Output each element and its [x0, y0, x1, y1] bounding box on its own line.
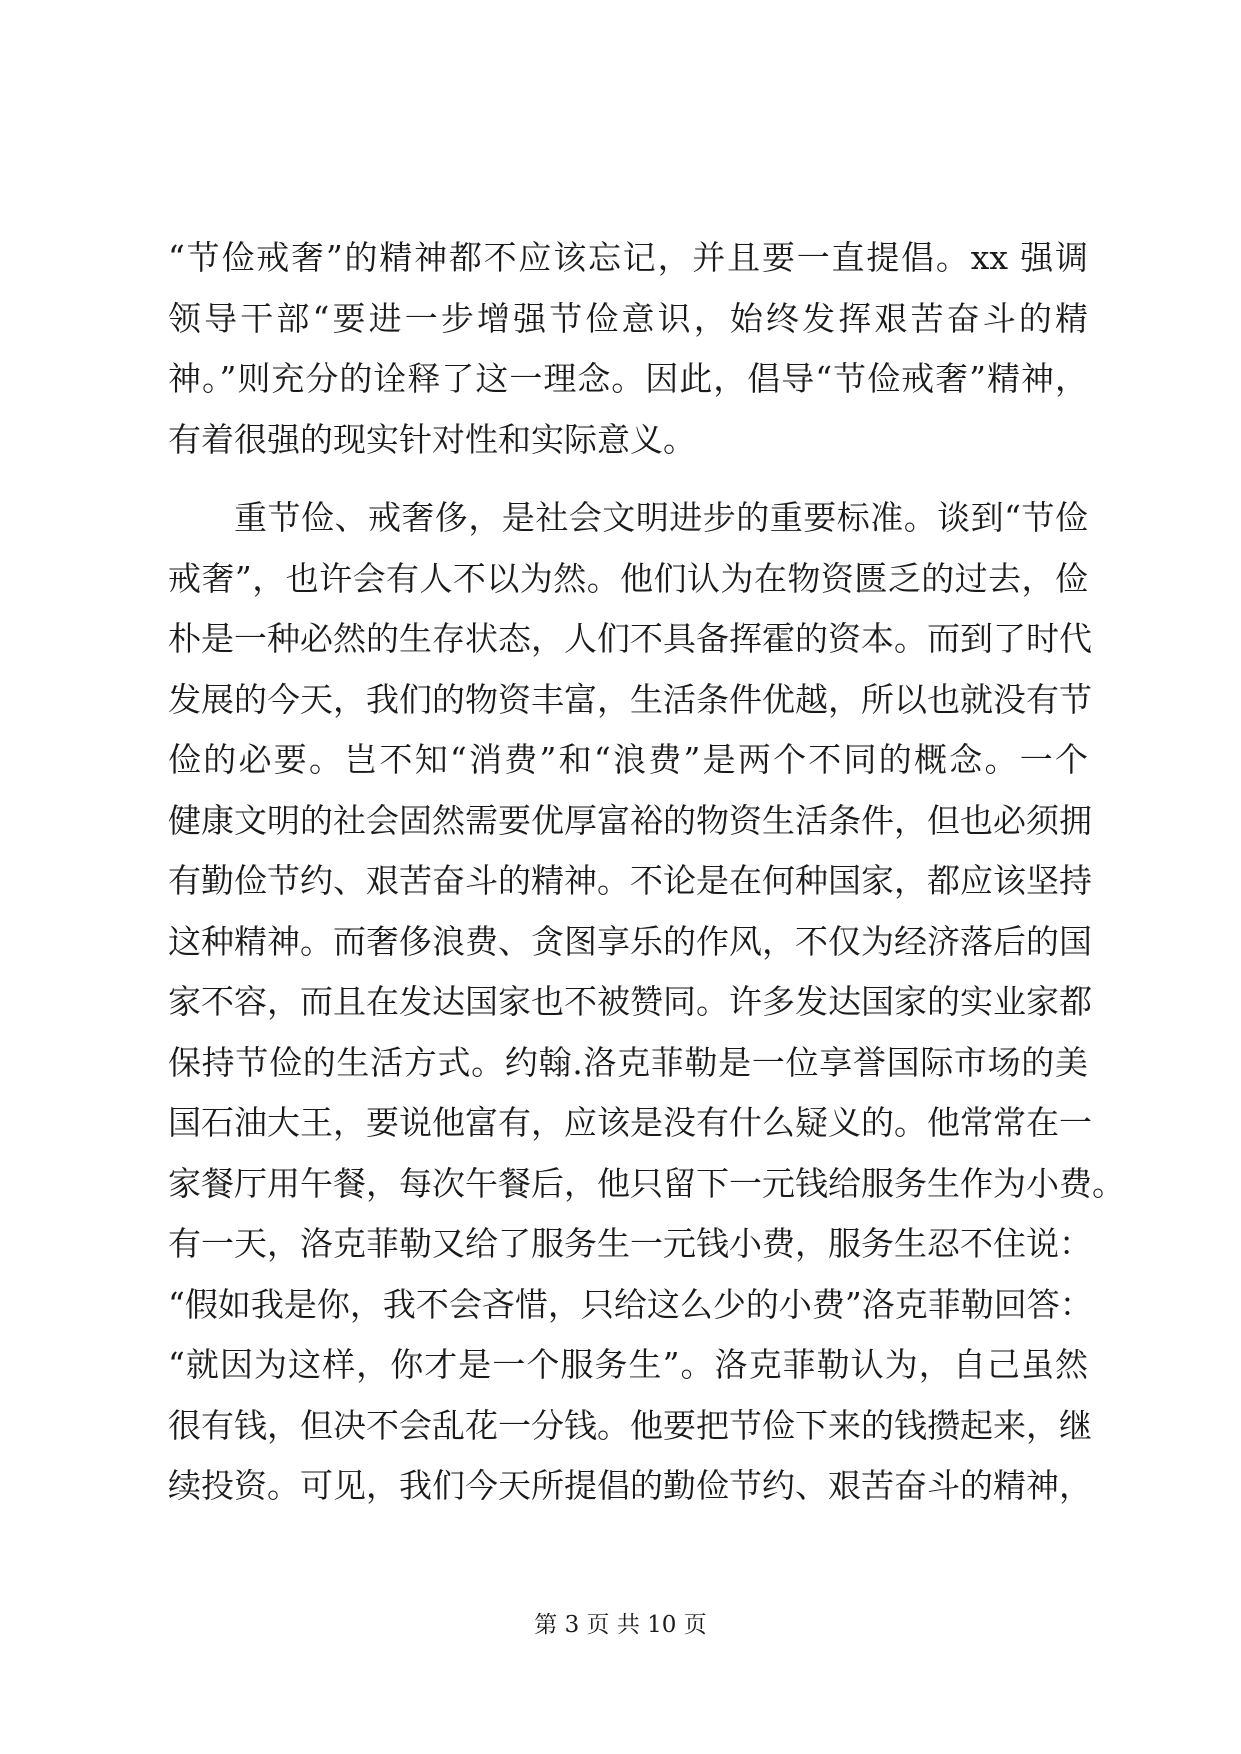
page-footer: 第 3 页 共 10 页 [534, 1612, 707, 1638]
text-line: 很有钱，但决不会乱花一分钱。他要把节俭下来的钱攒起来，继 [168, 1405, 1092, 1445]
text-line: 国石油大王，要说他富有，应该是没有什么疑义的。他常常在一 [168, 1103, 1092, 1142]
text-line: “就因为这样，你才是一个服务生”。洛克菲勒认为，自己虽然 [168, 1345, 1088, 1384]
paragraph [168, 488, 1125, 1517]
text-line: 有一天，洛克菲勒又给了服务生一元钱小费，服务生忍不住说： [168, 1224, 1092, 1263]
text-line: 俭的必要。岂不知“消费”和“浪费”是两个不同的概念。一个 [168, 740, 1088, 779]
document-body [168, 228, 1125, 1517]
text-line: 家餐厅用午餐，每次午餐后，他只留下一元钱给服务生作为小费。 [168, 1163, 1125, 1203]
paragraph [168, 228, 1088, 470]
text-line: 保持节俭的生活方式。约翰.洛克菲勒是一位享誉国际市场的美 [168, 1042, 1088, 1082]
text-line: 这种精神。而奢侈浪费、贪图享乐的作风，不仅为经济落后的国 [168, 921, 1092, 961]
text-line: 健康文明的社会固然需要优厚富裕的物资生活条件，但也必须拥 [168, 800, 1092, 840]
text-line: 有勤俭节约、艰苦奋斗的精神。不论是在何种国家，都应该坚持 [168, 861, 1092, 900]
text-line: 神。”则充分的诠释了这一理念。因此，倡导“节俭戒奢”精神， [168, 359, 1088, 398]
text-line: 发展的今天，我们的物资丰富，生活条件优越，所以也就没有节 [168, 679, 1092, 719]
paragraph-gap [168, 470, 1088, 488]
text-line: 有着很强的现实针对性和实际意义。 [168, 419, 696, 459]
text-line: 领导干部“要进一步增强节俭意识，始终发挥艰苦奋斗的精 [168, 298, 1088, 338]
text-line: “节俭戒奢”的精神都不应该忘记，并且要一直提倡。xx 强调 [168, 238, 1088, 277]
text-line: 戒奢”，也许会有人不以为然。他们认为在物资匮乏的过去，俭 [168, 558, 1088, 598]
text-line: 重节俭、戒奢侈，是社会文明进步的重要标准。谈到“节俭 [234, 498, 1088, 537]
text-line: 续投资。可见，我们今天所提倡的勤俭节约、艰苦奋斗的精神， [168, 1466, 1092, 1505]
text-line: 朴是一种必然的生存状态，人们不具备挥霍的资本。而到了时代 [168, 619, 1092, 658]
text-line: 家不容，而且在发达国家也不被赞同。许多发达国家的实业家都 [168, 982, 1092, 1021]
text-line: “假如我是你，我不会吝惜，只给这么少的小费”洛克菲勒回答： [168, 1284, 1093, 1324]
